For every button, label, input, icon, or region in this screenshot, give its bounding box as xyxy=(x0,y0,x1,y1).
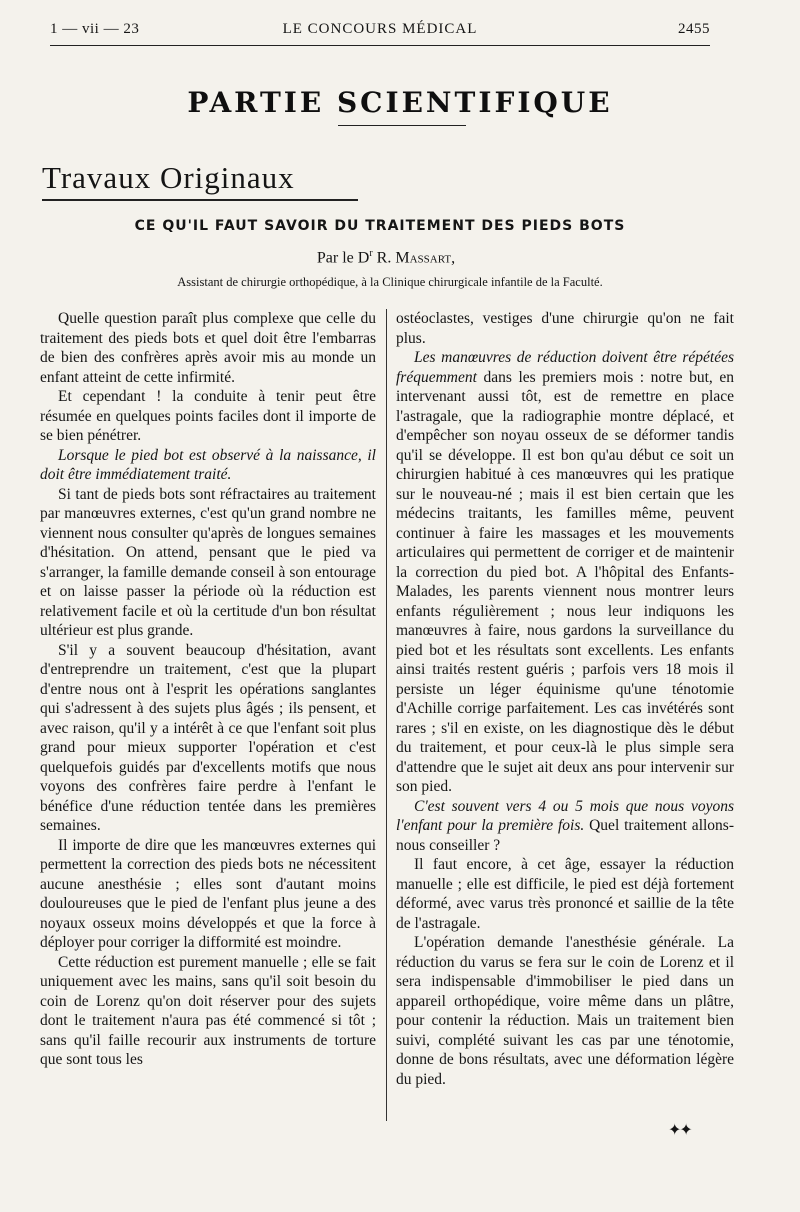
part-title-rule xyxy=(338,125,466,126)
section-title: Travaux Originaux xyxy=(42,160,295,195)
paragraph xyxy=(396,348,734,797)
byline-superscript: r xyxy=(369,248,373,259)
paragraph: Il faut encore, à cet âge, essayer la réduction manuelle ; elle est difficile, le pied est déjà fortement déformé, avec varus très prononcé et saillie de la tête de l'astragale. xyxy=(396,856,734,932)
part-title: PARTIE SCIENTIFIQUE xyxy=(187,86,613,119)
paragraph: Si tant de pieds bots sont réfractaires au traitement par manœuvres externes, c'est qu'un grand nombre ne viennent nous consulter qu'après de longues semaines d'hésitation. On attend, pensant que le pied va s'arranger, la famille demande conseil à son entourage et on laisse passer la période où la réduction est relativement facile et où la certitude d'un bon résultat ultérieur est plus grande. xyxy=(40,485,376,639)
author-affiliation: Assistant de chirurgie orthopédique, à la Clinique chirurgicale infantile de la Faculté. xyxy=(177,275,603,289)
paragraph: Cette réduction est purement manuelle ; elle se fait uniquement avec les mains, sans qu'il soit besoin du coin de Lorenz qu'on doit réserver pour des sujets dont le traitement n'aura pas été commencé si tôt ; sans qu'il faille recourir aux instruments de torture que sont tous les xyxy=(40,953,376,1068)
italic-text: Lorsque le pied bot est observé à la naissance, il doit être immédiatement traité. xyxy=(40,446,376,483)
paragraph: S'il y a souvent beaucoup d'hésitation, avant d'entreprendre un traitement, c'est que la plupart d'entre nous ont à l'esprit les opérations sanglantes qui s'adressent à des sujets plus âgés ; ils pensent, et avec raison, qu'il y a intérêt à ce que l'enfant soit plus grand pour mieux supporter l'opération et c'est quelquefois guidés par d'excellents motifs que nous voyons des confrères faire perdre à l'enfant le bénéfice d'une réduction tentée dans les premières semaines. xyxy=(40,641,376,834)
journal-name: LE CONCOURS MÉDICAL xyxy=(282,21,478,37)
left-column xyxy=(40,309,376,1070)
italic-text: Les manœuvres de réduction doivent être répétées fréquemment xyxy=(396,349,734,386)
paragraph xyxy=(396,797,734,856)
byline xyxy=(0,248,772,267)
running-header xyxy=(50,19,710,46)
paragraph-text: Quel traitement allons-nous conseiller ? xyxy=(396,817,734,854)
paragraph: Et cependant ! la conduite à tenir peut être résumée en quelques points faciles dont il importe de se bien pénétrer. xyxy=(40,388,376,444)
byline-prefix: Par le D xyxy=(316,249,370,267)
right-column xyxy=(396,309,734,1089)
issue-date: 1 — vii — 23 xyxy=(50,21,140,37)
paragraph-text: dans les premiers mois : notre but, en intervenant aussi tôt, est de remettre en place l'astragale, que la radiographie montre déplacé, et d'empêcher son noyau osseux de se déformer tandis qu'il se développe. Il est bon qu'au début ce soit un chirurgien habitué à ces manœuvres qui les pratique sur le nouveau-né ; mais il est bien certain que les médecins traitants, les familles même, peuvent continuer à faire les massages et les mouvements articulaires qui permettent de corriger et de maintenir la correction du pied bot. A l'hôpital des Enfants-Malades, les parents viennent nous montrer leurs enfants régulièrement ; nous leur indiquons les manœuvres à faire, nous gardons la surveillance du pied bot et les résultats sont excellents. Les enfants ainsi traités restent guéris ; parfois vers 18 mois il persiste un léger équinisme qu'une ténotomie d'Achille corrige parfaitement. Les cas invétérés sont rares ; s'il en existe, on les diagnostique dès le début du traitement, et pour ceux-là le plus simple sera d'attendre que le sujet ait deux ans pour intervenir sur son pied. xyxy=(396,368,734,795)
paragraph: L'opération demande l'anesthésie générale. La réduction du varus se fera sur le coin de Lorenz et il sera indispensable d'immobiliser le pied dans un appareil orthopédique, voire même dans un plâtre, pour contenir la réduction. Mais un traitement bien suivi, complété suivant les cas par une ténotomie, donne de bons résultats, avec une déformation légère du pied. xyxy=(396,934,734,1088)
paragraph: Il importe de dire que les manœuvres externes qui permettent la correction des pieds bots ne nécessitent aucune anesthésie ; elles sont d'autant moins douloureuses que le pied de l'enfant plus jeune a des noyaux osseux moins développés et que la force à déployer pour corriger la difformité est moindre. xyxy=(40,836,376,951)
paragraph: Quelle question paraît plus complexe que celle du traitement des pieds bots et quel doit être l'embarras de bien des confrères après avoir mis au monde un enfant atteint de cette infirmité. xyxy=(40,310,376,386)
italic-text: C'est souvent vers 4 ou 5 mois que nous voyons l'enfant pour la première fois. xyxy=(396,797,734,834)
page-number: 2455 xyxy=(678,21,710,37)
end-ornament: ✦✦ xyxy=(668,1120,691,1139)
paragraph-continued: ostéoclastes, vestiges d'une chirurgie qu'on ne fait plus. xyxy=(396,310,734,347)
paragraph-italic xyxy=(40,446,376,485)
author-name: R. Massart, xyxy=(376,249,456,267)
article-title: CE QU'IL FAUT SAVOIR DU TRAITEMENT DES PIEDS BOTS xyxy=(134,218,626,234)
column-divider xyxy=(386,309,387,1121)
section-title-rule xyxy=(42,199,358,201)
